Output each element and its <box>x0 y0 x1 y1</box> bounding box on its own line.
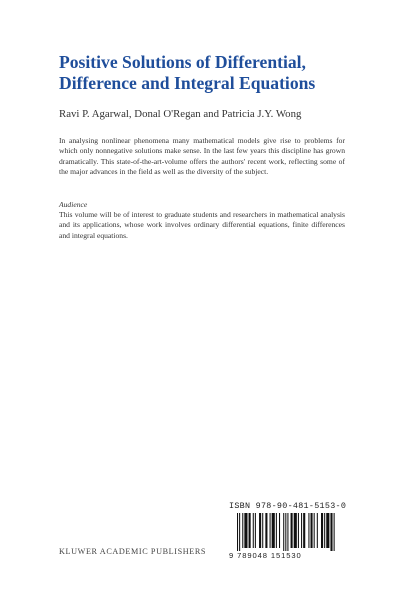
isbn-label: ISBN 978-90-481-5153-0 <box>229 501 347 511</box>
audience-paragraph: This volume will be of interest to graduate students and researchers in mathematical analysis and its applications, whose work involves ordinary differential equations, finite differences and integral equations. <box>59 210 345 240</box>
barcode-digits: 9 789048 151530 <box>229 551 302 560</box>
book-title: Positive Solutions of Differential, Difference and Integral Equations <box>59 52 316 93</box>
description-paragraph: In analysing nonlinear phenomena many mathematical models give rise to problems for which only nonnegative solutions make sense. In the last few years this discipline has grown dramatically. This state-of-the-art-volume offers the authors' recent work, reflecting some of the major advances in the field as well as the diversity of the subject. <box>59 136 345 177</box>
audience-heading: Audience <box>59 200 88 209</box>
authors-line: Ravi P. Agarwal, Donal O'Regan and Patricia J.Y. Wong <box>59 108 302 120</box>
barcode <box>229 513 351 559</box>
barcode-bars <box>237 513 349 551</box>
publisher-name: KLUWER ACADEMIC PUBLISHERS <box>59 547 207 556</box>
